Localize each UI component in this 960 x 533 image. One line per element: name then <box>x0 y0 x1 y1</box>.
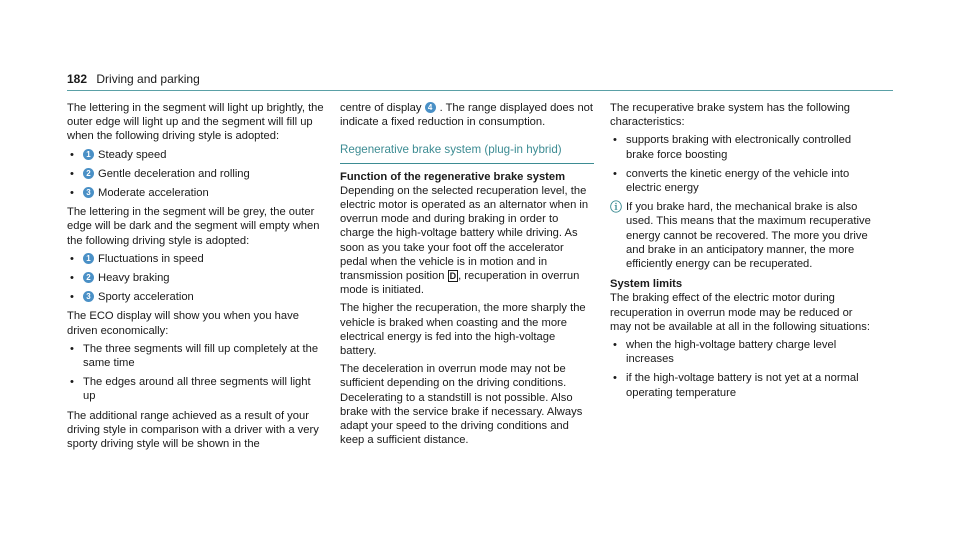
number-badge: 2 <box>83 168 94 179</box>
list-item: • 1 Fluctuations in speed <box>67 252 325 266</box>
subheading: Function of the regenerative brake system <box>340 170 566 183</box>
paragraph: The recuperative brake system has the following characteristics: <box>610 102 851 129</box>
list-item: • 1 Steady speed <box>67 148 325 162</box>
page-number: 182 <box>67 72 88 86</box>
info-icon: ⓘ <box>610 200 623 215</box>
paragraph: The additional range achieved as a result of your driving style in comparison with a driver with a very sporty driving style will be shown in the <box>67 409 319 451</box>
info-note: ⓘ If you brake hard, the mechanical brake is also used. This means that the maximum recuperative energy cannot be recovered. The more you drive and brake in an anticipatory manner, the more efficiently energy can be recuperated. <box>610 200 871 271</box>
list-item: • when the high-voltage battery charge level increases <box>610 338 872 366</box>
list-item: • The three segments will fill up completely at the same time <box>67 342 325 370</box>
number-badge: 1 <box>83 253 94 264</box>
page-header <box>67 72 200 86</box>
number-badge: 1 <box>83 149 94 160</box>
list-item: • supports braking with electronically controlled brake force boosting <box>610 133 872 161</box>
numbered-list <box>67 252 325 305</box>
subheading: System limits <box>610 278 683 291</box>
paragraph: The braking effect of the electric motor during recuperation in overrun mode may be reduced or may not be available at all in the following situations: <box>610 292 870 333</box>
bullet-list <box>610 133 872 195</box>
number-badge: 3 <box>83 291 94 302</box>
column-2 <box>340 101 594 451</box>
bullet-list <box>67 342 325 404</box>
numbered-list <box>67 148 325 201</box>
column-1 <box>67 101 325 455</box>
paragraph: The lettering in the segment will light up brightly, the outer edge will light up and the segment will fill up when the following driving style is adopted: <box>67 102 324 143</box>
number-badge: 2 <box>83 272 94 283</box>
column-3 <box>610 101 872 405</box>
list-item: • 3 Sporty acceleration <box>67 290 325 304</box>
paragraph: Depending on the selected recuperation level, the electric motor is operated as an alternator when in overrun mode and during braking in order to charge the high-voltage battery while driving. As soon as you take your foot off the accelerator pedal when the vehicle is in motion and in transmission position D , recuperation in overrun mode is initiated. <box>340 184 589 297</box>
paragraph: The ECO display will show you when you have driven economically: <box>67 310 299 337</box>
paragraph: The deceleration in overrun mode may not be sufficient depending on the driving conditions. Decelerating to a standstill is not possible. Also brake with the service brake if necessary. Always adapt your speed to the driving conditions and keep a sufficient distance. <box>340 363 583 447</box>
header-rule <box>67 90 893 91</box>
section-title: Regenerative brake system (plug-in hybrid) <box>340 143 594 163</box>
list-item: • 2 Heavy braking <box>67 271 325 285</box>
list-item: • converts the kinetic energy of the vehicle into electric energy <box>610 167 872 195</box>
transmission-d-key: D <box>449 271 457 282</box>
section-name: Driving and parking <box>96 72 200 86</box>
list-item: • 2 Gentle deceleration and rolling <box>67 167 325 181</box>
paragraph: The lettering in the segment will be grey, the outer edge will be dark and the segment will empty when the following driving style is adopted: <box>67 206 320 247</box>
list-item: • 3 Moderate acceleration <box>67 186 325 200</box>
list-item: • The edges around all three segments will light up <box>67 375 325 403</box>
paragraph: centre of display 4 . The range displayed does not indicate a fixed reduction in consumption. <box>340 102 593 129</box>
paragraph: The higher the recuperation, the more sharply the vehicle is braked when coasting and the more electrical energy is fed into the high-voltage battery. <box>340 302 586 358</box>
bullet-list <box>610 338 872 400</box>
number-badge: 4 <box>425 102 436 113</box>
list-item: • if the high-voltage battery is not yet at a normal operating temperature <box>610 371 872 399</box>
number-badge: 3 <box>83 187 94 198</box>
